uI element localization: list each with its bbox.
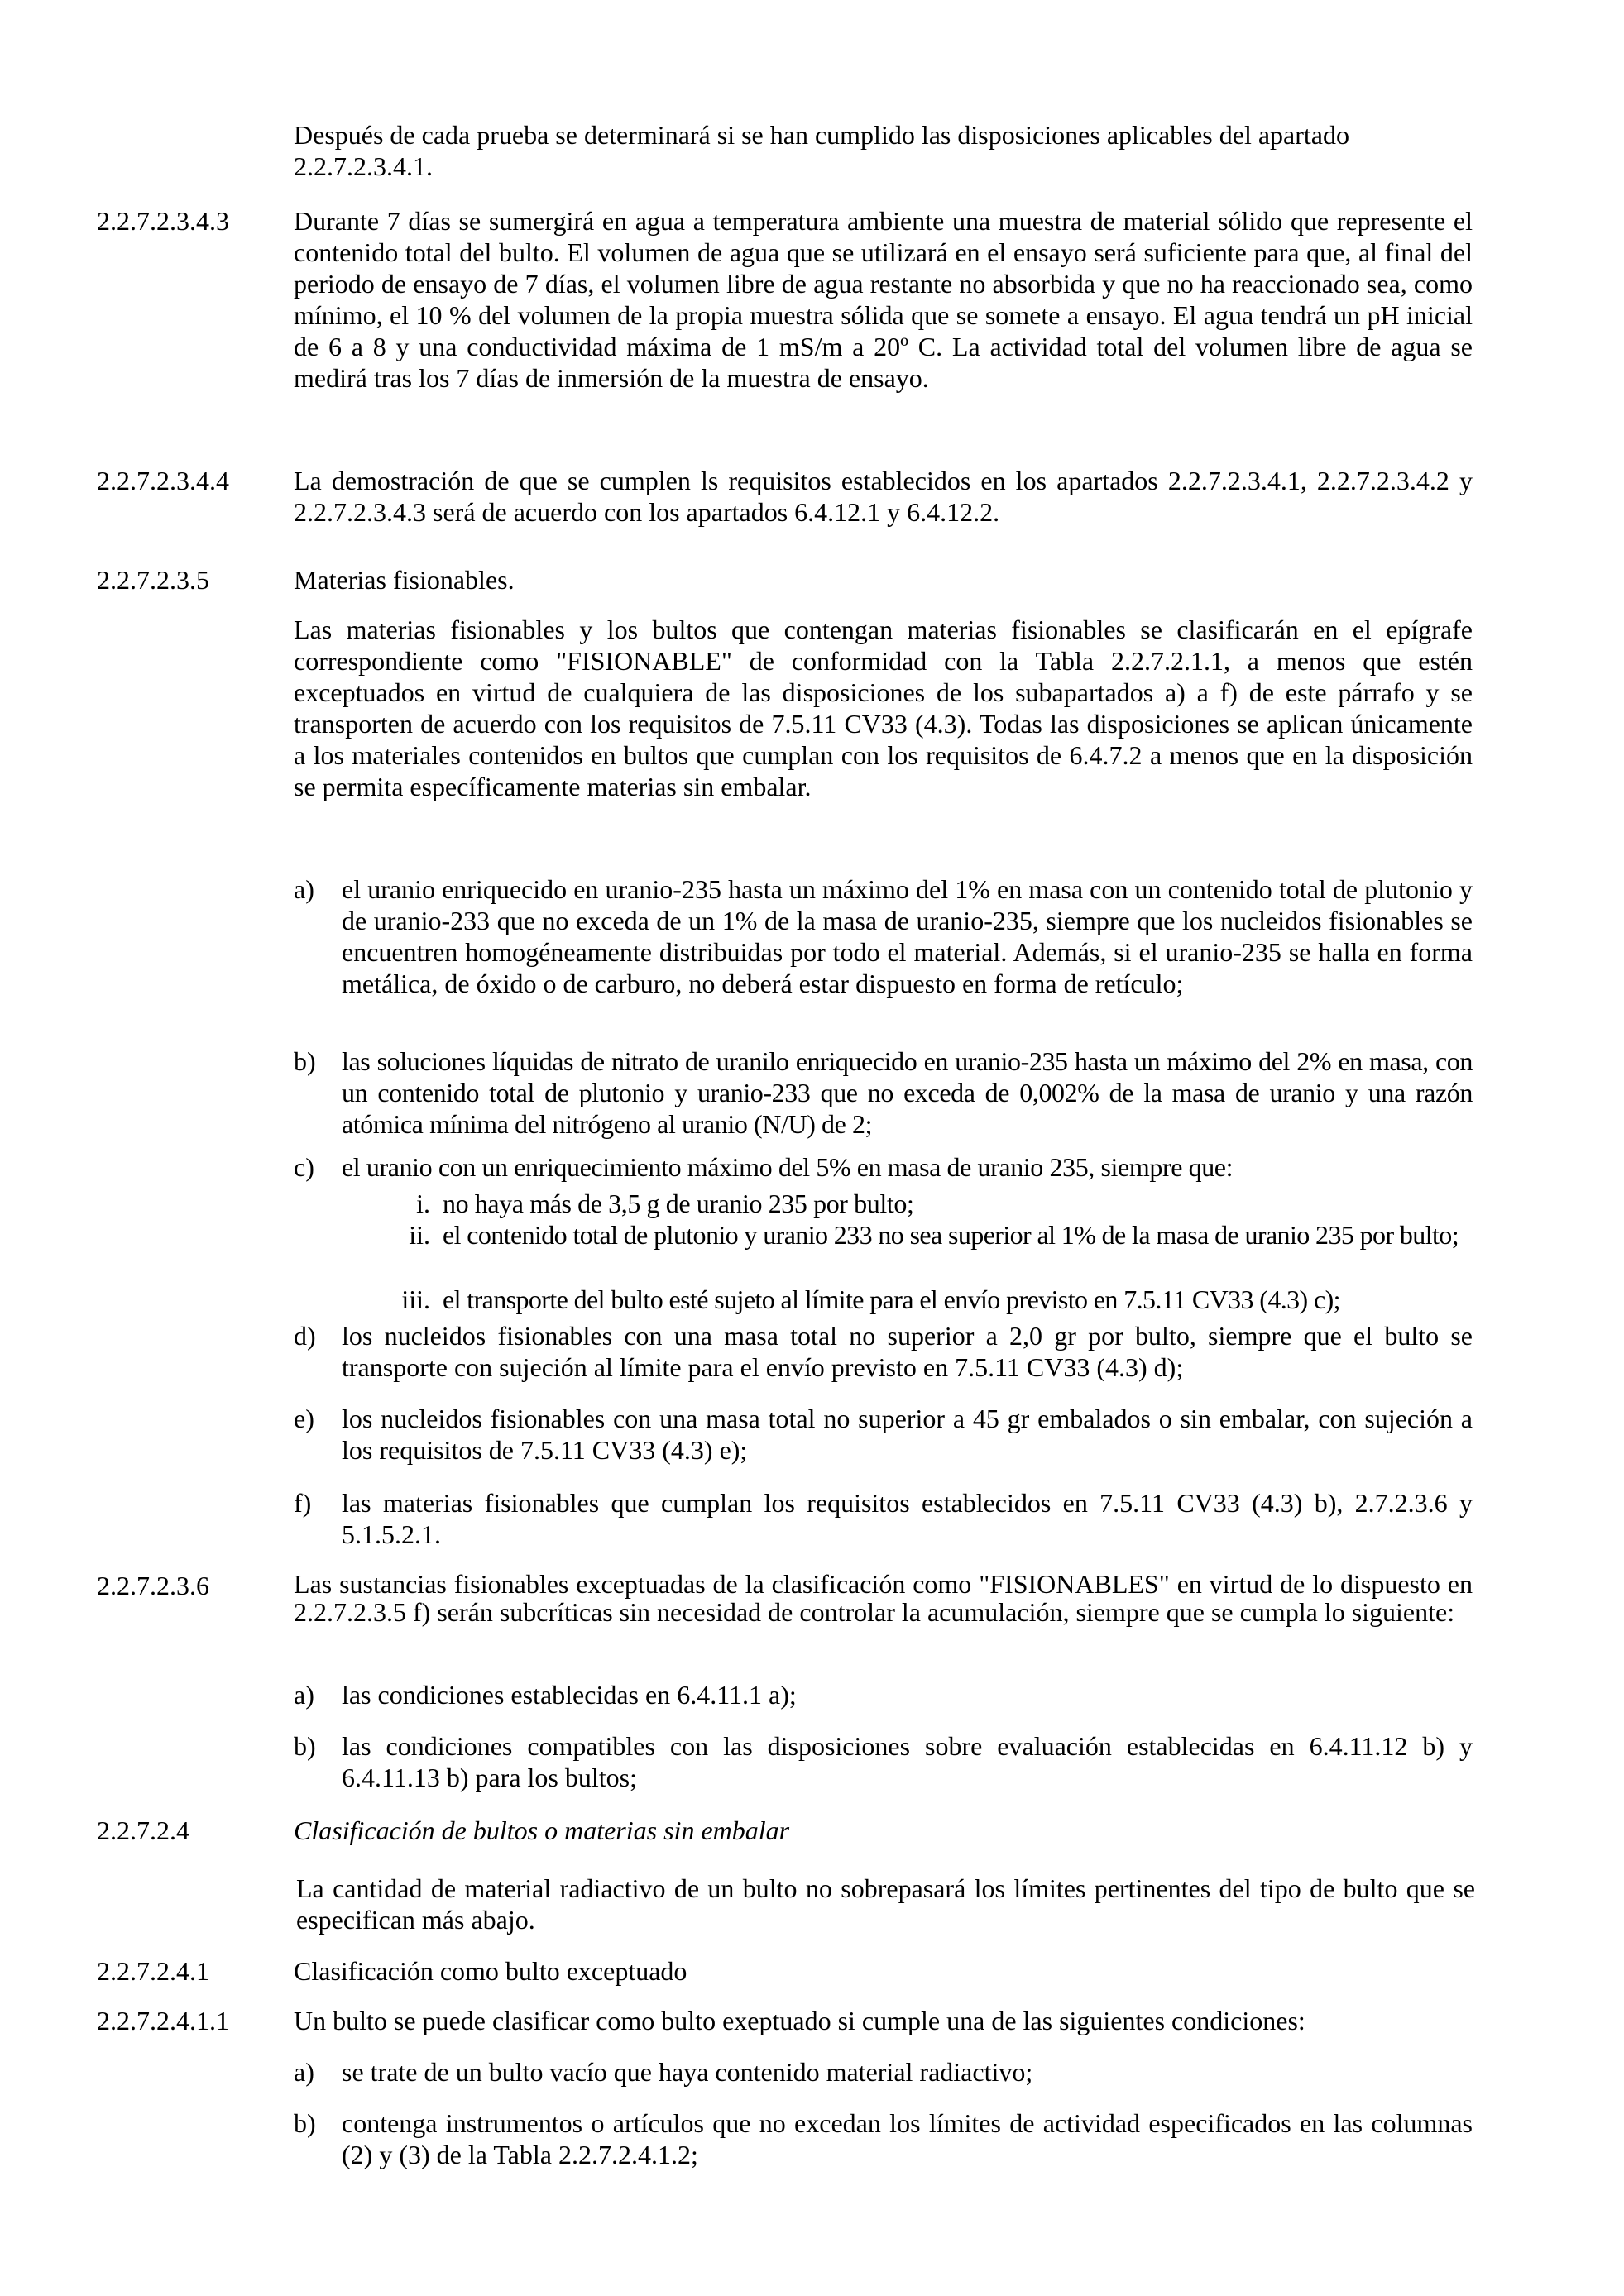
sub-label: iii. xyxy=(401,1284,430,1314)
section-text: Un bulto se puede clasificar como bulto exeptuado si cumple una de las siguientes condiciones: xyxy=(294,2006,1305,2035)
list-item-c xyxy=(294,1151,1473,1183)
sub-item-ii xyxy=(364,1219,1473,1251)
section-number: 2.2.7.2.3.4.4 xyxy=(97,466,229,495)
list-item-b-package xyxy=(294,2107,1473,2170)
section-text: La demostración de que se cumplen ls requisitos establecidos en los apartados 2.2.7.2.3.4.1, 2.2.7.2.3.4.2 y 2.2.7.2.3.4.3 será de acuerdo con los apartados 6.4.12.1 y 6.4.12.2. xyxy=(294,466,1473,527)
list-label: a) xyxy=(294,2057,314,2087)
section-number: 2.2.7.2.3.4.3 xyxy=(97,206,229,236)
list-text: el uranio enriquecido en uranio-235 hasta un máximo del 1% en masa con un contenido total de plutonio y de uranio-233 que no exceda de un 1% de la masa de uranio-235, siempre que los nucleidos fisionables se encuentren homogéneamente distribuidas por todo el material. Además, si el uranio-235 se halla en forma metálica, de óxido o de carburo, no deberá estar dispuesto en forma de retículo; xyxy=(342,874,1473,998)
sub-label: ii. xyxy=(409,1220,430,1250)
list-text: las condiciones establecidas en 6.4.11.1 a); xyxy=(342,1680,797,1710)
list-item-d xyxy=(294,1320,1473,1383)
list-label: e) xyxy=(294,1404,314,1433)
list-label: a) xyxy=(294,1680,314,1710)
list-label: d) xyxy=(294,1321,316,1351)
sub-text: el transporte del bulto esté sujeto al límite para el envío previsto en 7.5.11 CV33 (4.3) c); xyxy=(443,1284,1340,1314)
section-number: 2.2.7.2.4 xyxy=(97,1815,189,1845)
section-number: 2.2.7.2.4.1 xyxy=(97,1956,209,1986)
section-heading: Clasificación como bulto exceptuado xyxy=(294,1956,687,1986)
list-label: b) xyxy=(294,1046,316,1076)
sub-item-i xyxy=(364,1188,1473,1219)
paragraph-text: Después de cada prueba se determinará si se han cumplido las disposiciones aplicables del apartado 2.2.7.2.3.4.1. xyxy=(294,120,1349,181)
list-item-b xyxy=(294,1045,1473,1140)
sub-text: no haya más de 3,5 g de uranio 235 por bulto; xyxy=(443,1189,914,1218)
section-number: 2.2.7.2.3.5 xyxy=(97,565,209,595)
list-text: los nucleidos fisionables con una masa total no superior a 2,0 gr por bulto, siempre que el bulto se transporte con sujeción al límite para el envío previsto en 7.5.11 CV33 (4.3) d); xyxy=(342,1321,1473,1382)
list-text: el uranio con un enriquecimiento máximo del 5% en masa de uranio 235, siempre que: xyxy=(342,1152,1234,1182)
sub-text: el contenido total de plutonio y uranio 233 no sea superior al 1% de la masa de uranio 235 por bulto; xyxy=(443,1220,1459,1250)
list-label: f) xyxy=(294,1488,312,1518)
section-heading: Clasificación de bultos o materias sin embalar xyxy=(294,1815,790,1845)
list-label: c) xyxy=(294,1152,314,1182)
list-text: los nucleidos fisionables con una masa total no superior a 45 gr embalados o sin embalar, con sujeción a los requisitos de 7.5.11 CV33 (4.3) e); xyxy=(342,1404,1473,1465)
section-heading: Materias fisionables. xyxy=(294,565,515,595)
list-item-e xyxy=(294,1403,1473,1466)
list-label: b) xyxy=(294,2108,316,2138)
list-text: las condiciones compatibles con las disposiciones sobre evaluación establecidas en 6.4.11.12 b) y 6.4.11.13 b) para los bultos; xyxy=(342,1731,1473,1792)
list-item-a-package xyxy=(294,2056,1473,2088)
paragraph-text: Las materias fisionables y los bultos que contengan materias fisionables se clasificarán en el epígrafe correspondiente como "FISIONABLE" de conformidad con la Tabla 2.2.7.2.1.1, a menos que estén exceptuados en virtud de cualquiera de las disposiciones de los subapartados a) a f) de este párrafo y se transporten de acuerdo con los requisitos de 7.5.11 CV33 (4.3). Todas las disposiciones se aplican únicamente a los materiales contenidos en bultos que cumplan con los requisitos de 6.4.7.2 a menos que en la disposición se permita específicamente materias sin embalar. xyxy=(294,615,1473,801)
section-text: Las sustancias fisionables exceptuadas de la clasificación como "FISIONABLES" en virtud de lo dispuesto en 2.2.7.2.3.5 f) serán subcríticas sin necesidad de controlar la acumulación, siempre que se cumpla lo siguiente: xyxy=(294,1569,1473,1627)
list-item-f xyxy=(294,1487,1473,1550)
list-item-a-conditions xyxy=(294,1679,1473,1710)
list-label: b) xyxy=(294,1731,316,1761)
sub-item-iii xyxy=(364,1284,1473,1315)
sub-label: i. xyxy=(416,1189,430,1218)
section-number: 2.2.7.2.3.6 xyxy=(97,1571,209,1600)
list-text: se trate de un bulto vacío que haya contenido material radiactivo; xyxy=(342,2057,1033,2087)
section-number: 2.2.7.2.4.1.1 xyxy=(97,2006,229,2035)
list-text: contenga instrumentos o artículos que no excedan los límites de actividad especificados en las columnas (2) y (3) de la Tabla 2.2.7.2.4.1.2; xyxy=(342,2108,1473,2169)
list-text: las materias fisionables que cumplan los requisitos establecidos en 7.5.11 CV33 (4.3) b), 2.7.2.3.6 y 5.1.5.2.1. xyxy=(342,1488,1473,1549)
list-text: las soluciones líquidas de nitrato de uranilo enriquecido en uranio-235 hasta un máximo del 2% en masa, con un contenido total de plutonio y uranio-233 que no exceda de 0,002% de la masa de uranio y una razón atómica mínima del nitrógeno al uranio (N/U) de 2; xyxy=(342,1046,1473,1139)
list-item-b-conditions xyxy=(294,1730,1473,1793)
list-label: a) xyxy=(294,874,314,904)
paragraph-text: La cantidad de material radiactivo de un bulto no sobrepasará los límites pertinentes del tipo de bulto que se especifican más abajo. xyxy=(296,1873,1475,1935)
section-text: Durante 7 días se sumergirá en agua a temperatura ambiente una muestra de material sólido que represente el contenido total del bulto. El volumen de agua que se utilizará en el ensayo será suficiente para que, al final del periodo de ensayo de 7 días, el volumen libre de agua restante no absorbida y que no ha reaccionado sea, como mínimo, el 10 % del volumen de la propia muestra sólida que se somete a ensayo. El agua tendrá un pH inicial de 6 a 8 y una conductividad máxima de 1 mS/m a 20º C. La actividad total del volumen libre de agua se medirá tras los 7 días de inmersión de la muestra de ensayo. xyxy=(294,206,1473,393)
list-item-a xyxy=(294,873,1473,999)
